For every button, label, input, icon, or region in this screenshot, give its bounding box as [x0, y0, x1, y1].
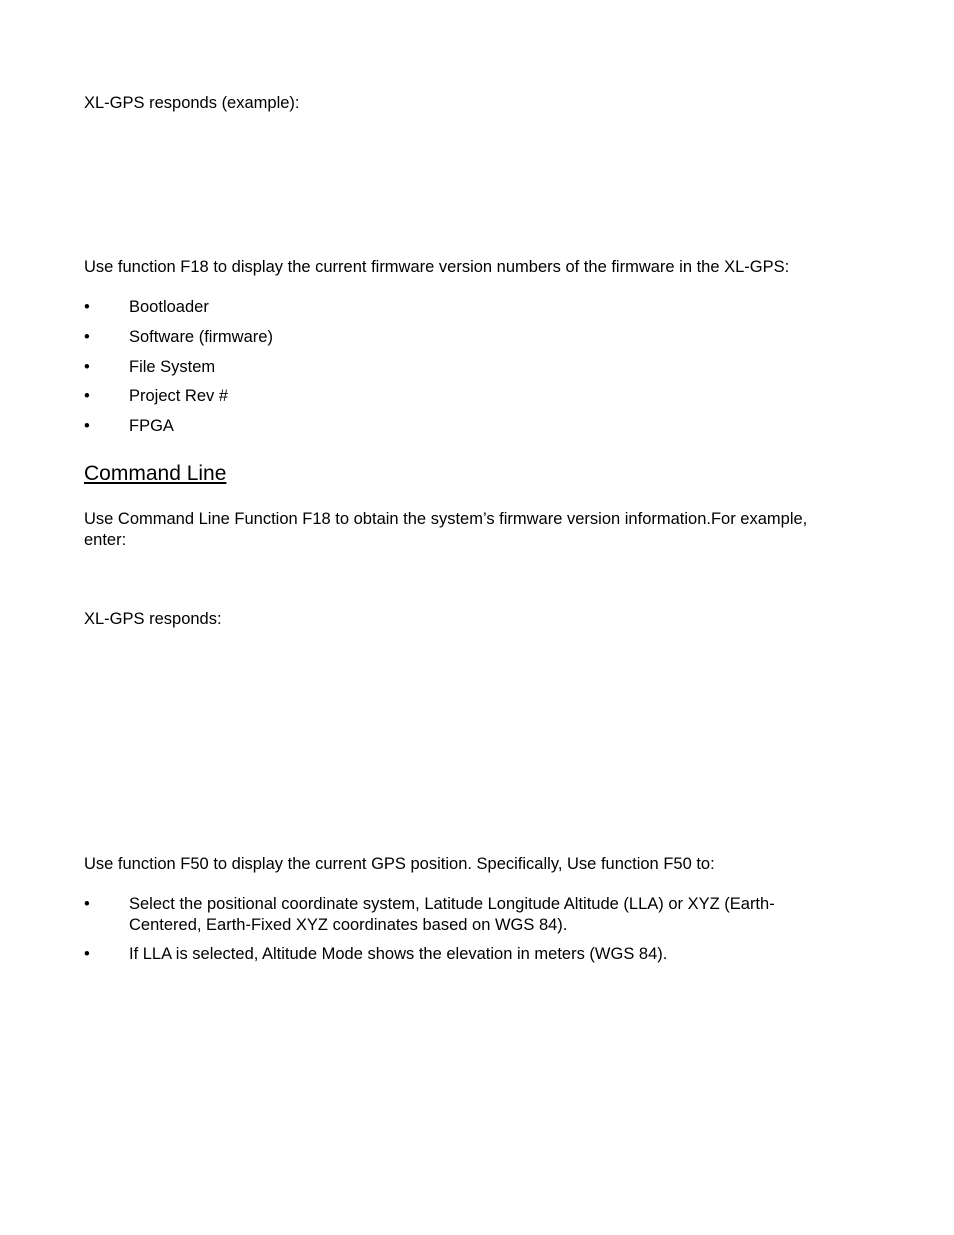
f50-item-list — [84, 894, 814, 974]
command-line-heading: Command Line — [84, 462, 227, 485]
f18-item-list — [84, 297, 814, 446]
list-item-label: File System — [129, 358, 216, 376]
responds-text: XL-GPS responds: — [84, 610, 222, 628]
bullet-icon: • — [84, 945, 90, 963]
list-item-label: Project Rev # — [129, 387, 229, 405]
list-item — [84, 327, 814, 357]
list-item-label: Bootloader — [129, 298, 209, 316]
list-item — [84, 297, 814, 327]
command-line-text: Use Command Line Function F18 to obtain the system’s firmware version information.For example, enter: — [84, 510, 808, 549]
bullet-icon: • — [84, 417, 90, 435]
responds-example-text: XL-GPS responds (example): — [84, 94, 300, 112]
bullet-icon: • — [84, 387, 90, 405]
list-item-label: If LLA is selected, Altitude Mode shows the elevation in meters (WGS 84). — [129, 945, 668, 963]
bullet-icon: • — [84, 358, 90, 376]
list-item-label: FPGA — [129, 417, 174, 435]
bullet-icon: • — [84, 328, 90, 346]
bullet-icon: • — [84, 895, 90, 913]
f50-intro-text: Use function F50 to display the current GPS position. Specifically, Use function F50 to: — [84, 855, 715, 873]
list-item — [84, 357, 814, 386]
list-item — [84, 416, 814, 446]
f18-intro-text: Use function F18 to display the current firmware version numbers of the firmware in the XL-GPS: — [84, 258, 790, 276]
list-item — [84, 386, 814, 416]
list-item-label: Select the positional coordinate system, Latitude Longitude Altitude (LLA) or XYZ (Earth-Centered, Earth-Fixed XYZ coordinates based on WGS 84). — [129, 895, 775, 934]
bullet-icon: • — [84, 298, 90, 316]
list-item-label: Software (firmware) — [129, 328, 273, 346]
list-item — [84, 944, 814, 974]
list-item — [84, 894, 814, 944]
